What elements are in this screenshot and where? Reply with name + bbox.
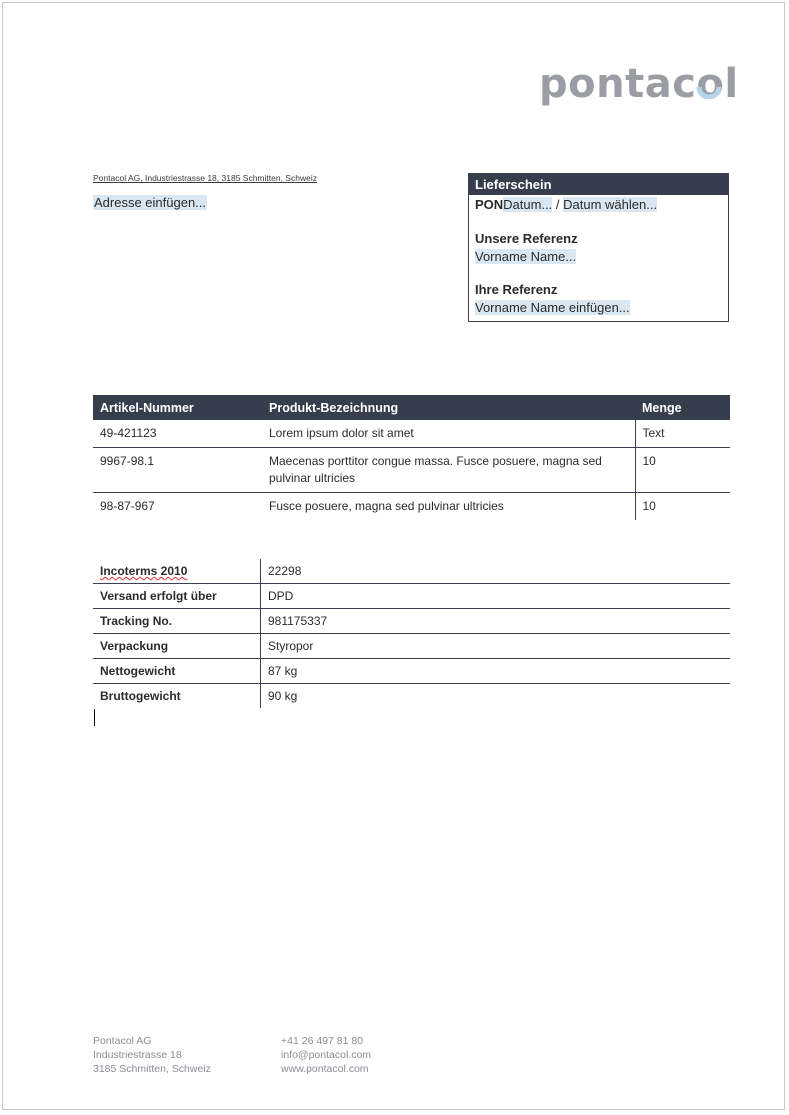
table-row <box>93 448 730 493</box>
shipping-label: Versand erfolgt über <box>93 584 261 609</box>
your-reference-field[interactable]: Vorname Name einfügen... <box>475 300 630 315</box>
footer-phone: +41 26 497 81 80 <box>281 1035 364 1047</box>
table-cell[interactable]: 9967-98.1 <box>93 448 262 493</box>
table-row <box>93 684 730 709</box>
delivery-number-line <box>469 195 728 214</box>
table-row <box>93 493 730 521</box>
number-field[interactable]: Datum... <box>503 197 553 212</box>
shipping-value[interactable]: 87 kg <box>261 659 731 684</box>
table-row <box>93 559 730 584</box>
shipping-label: Nettogewicht <box>93 659 261 684</box>
logo-accent-icon <box>696 73 722 99</box>
footer-street: Industriestrasse 18 <box>93 1049 182 1061</box>
your-reference-label: Ihre Referenz <box>475 282 558 297</box>
shipping-label: Tracking No. <box>93 609 261 634</box>
shipping-label: Incoterms 2010 <box>100 564 188 578</box>
table-cell[interactable]: Text <box>635 420 730 448</box>
table-cell[interactable]: Maecenas porttitor congue massa. Fusce posuere, magna sed pulvinar ultricies <box>262 448 635 493</box>
number-separator: / <box>552 197 564 212</box>
shipping-label: Verpackung <box>93 634 261 659</box>
date-picker-field[interactable]: Datum wählen... <box>563 197 658 212</box>
footer-web[interactable]: www.pontacol.com <box>281 1063 369 1075</box>
shipping-value[interactable]: DPD <box>261 584 731 609</box>
footer-email[interactable]: info@pontacol.com <box>281 1049 372 1061</box>
shipping-value[interactable]: Styropor <box>261 634 731 659</box>
footer-company: Pontacol AG <box>93 1035 152 1047</box>
address-field[interactable]: Adresse einfügen... <box>94 195 207 210</box>
table-cell[interactable]: 98-87-967 <box>100 499 155 513</box>
column-header: Produkt-Bezeichnung <box>262 395 635 420</box>
table-row <box>93 420 730 448</box>
table-row <box>93 609 730 634</box>
table-cell[interactable]: Lorem ipsum dolor sit amet <box>262 420 635 448</box>
table-cell[interactable]: Fusce posuere, magna sed pulvinar ultricies <box>269 499 504 513</box>
our-reference-label: Unsere Referenz <box>475 231 578 246</box>
shipping-label: Bruttogewicht <box>93 684 261 709</box>
shipping-value[interactable]: 90 kg <box>268 689 298 703</box>
table-cell[interactable]: 10 <box>635 493 730 521</box>
shipping-value[interactable]: 981175337 <box>261 609 731 634</box>
table-row <box>93 584 730 609</box>
document-page <box>2 2 785 1110</box>
articles-header-row <box>93 395 730 420</box>
footer-address <box>93 1034 211 1076</box>
shipping-info-table <box>93 559 730 708</box>
delivery-note-title: Lieferschein <box>469 174 728 195</box>
footer-contact <box>281 1034 371 1076</box>
footer-city: 3185 Schmitten, Schweiz <box>93 1063 211 1075</box>
column-header: Menge <box>635 395 730 420</box>
articles-table <box>93 395 730 520</box>
company-logo <box>539 59 739 109</box>
shipping-value[interactable]: 22298 <box>261 559 731 584</box>
our-reference-field[interactable]: Vorname Name... <box>475 249 577 264</box>
text-cursor <box>94 709 95 726</box>
logo-text: pontacol <box>539 61 739 107</box>
column-header: Artikel-Nummer <box>93 395 262 420</box>
sender-line: Pontacol AG, Industriestrasse 18, 3185 Schmitten, Schweiz <box>93 173 317 183</box>
table-cell[interactable]: 49-421123 <box>93 420 262 448</box>
table-row <box>93 634 730 659</box>
table-row <box>93 659 730 684</box>
number-prefix: PON <box>475 197 504 212</box>
table-cell[interactable]: 10 <box>635 448 730 493</box>
delivery-note-box <box>468 173 729 322</box>
